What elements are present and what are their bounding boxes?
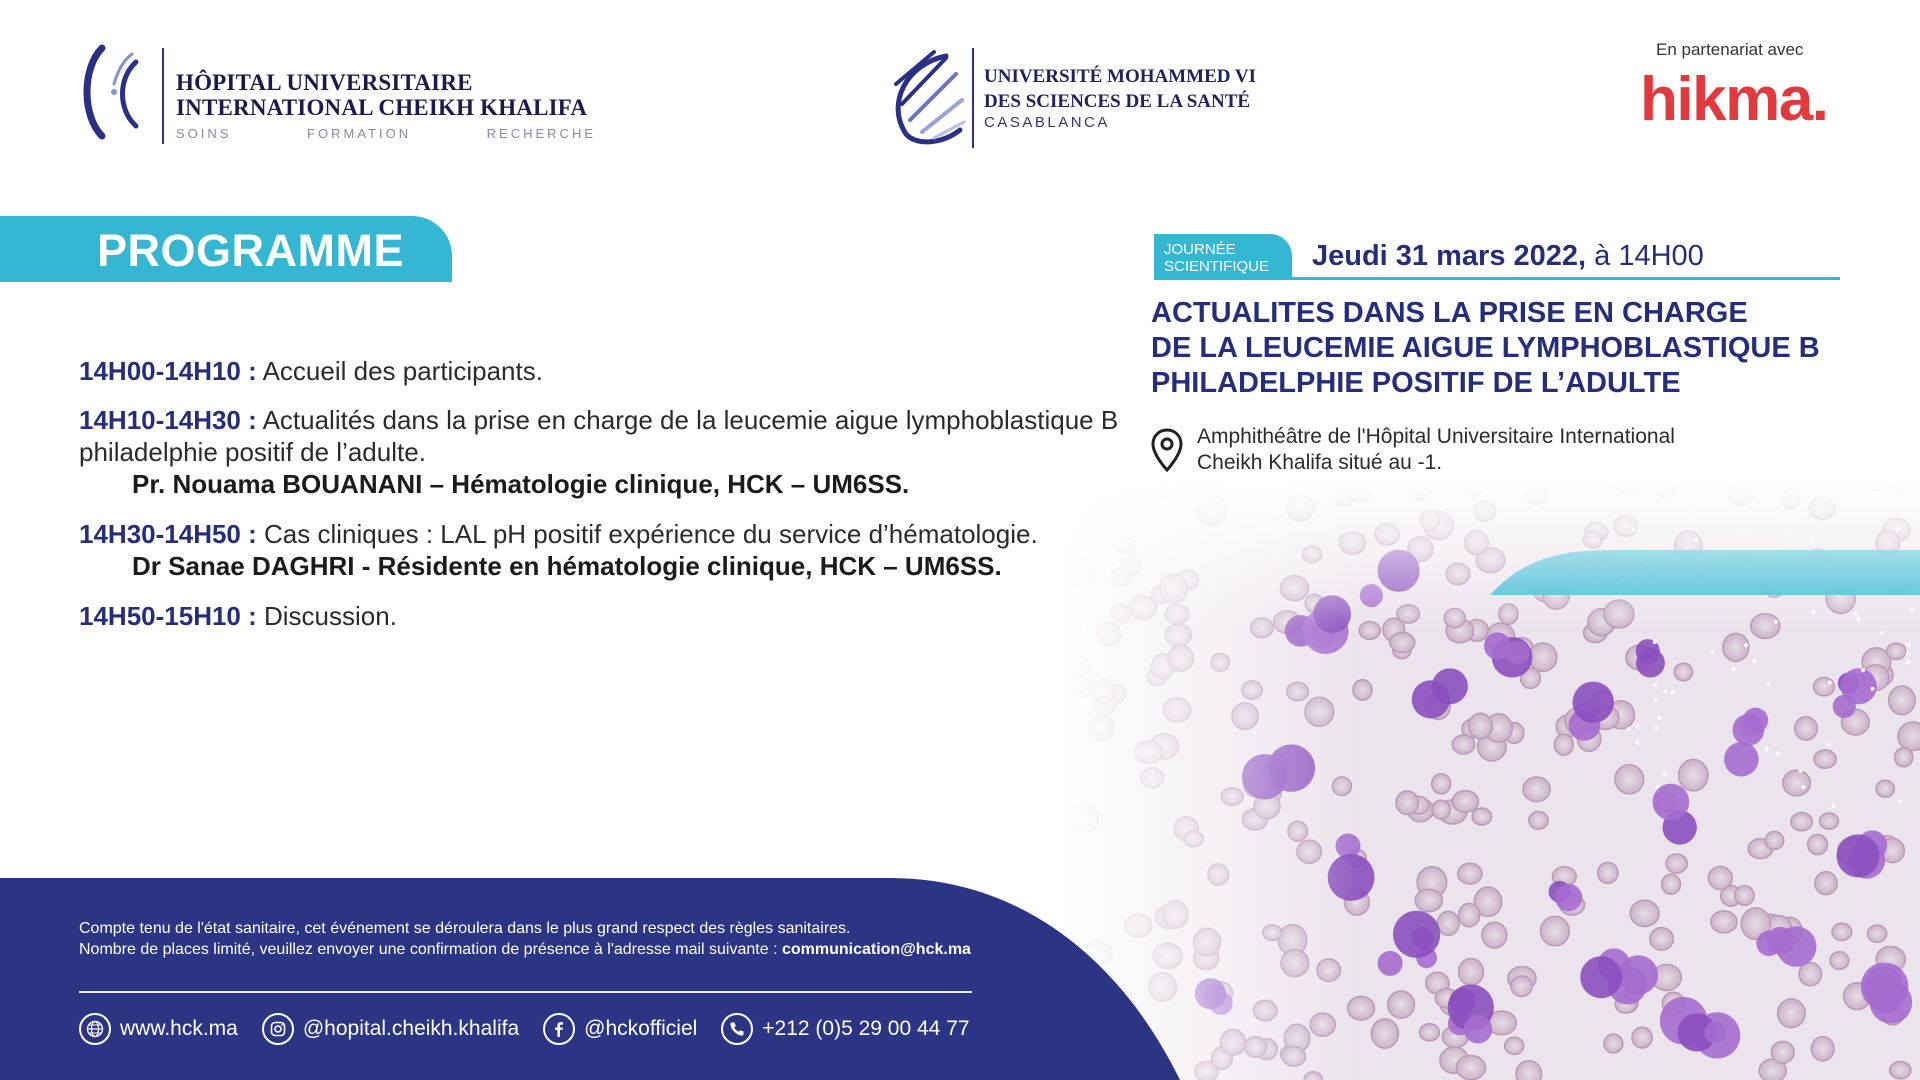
location-line1: Amphithéâtre de l'Hôpital Universitaire International [1197, 425, 1675, 448]
programme-item [79, 600, 1159, 632]
hck-name [176, 70, 587, 120]
tagline-formation: FORMATION [307, 126, 412, 141]
programme-item-time: 14H30-14H50 : [79, 519, 257, 549]
tagline-soins: SOINS [176, 126, 232, 141]
hck-divider [162, 48, 164, 144]
hikma-logo: hikma. [1640, 65, 1828, 134]
globe-icon [79, 1013, 111, 1045]
event-title-line: ACTUALITES DANS LA PRISE EN CHARGE [1151, 297, 1748, 329]
date-rule [1154, 277, 1840, 280]
website-text: www.hck.ma [120, 1017, 238, 1040]
contact-phone[interactable] [721, 1013, 969, 1045]
journee-badge [1154, 234, 1292, 278]
phone-icon [721, 1013, 753, 1045]
programme-item [79, 518, 1159, 583]
contact-instagram[interactable] [262, 1013, 519, 1045]
hck-name-line2: INTERNATIONAL CHEIKH KHALIFA [176, 95, 588, 120]
tagline-recherche: RECHERCHE [486, 126, 596, 141]
hck-name-line1: HÔPITAL UNIVERSITAIRE [176, 70, 473, 95]
programme-item [79, 355, 1159, 387]
hck-tagline [176, 126, 596, 141]
um6ss-city: CASABLANCA [984, 114, 1110, 131]
map-pin-icon [1151, 428, 1183, 472]
footer-divider [79, 991, 972, 993]
programme-list [79, 355, 1159, 649]
programme-item-speaker: Dr Sanae DAGHRI - Résidente en hématologie clinique, HCK – UM6SS. [132, 551, 1002, 581]
event-title-line: DE LA LEUCEMIE AIGUE LYMPHOBLASTIQUE B [1151, 332, 1820, 364]
um6ss-symbol-icon [876, 44, 966, 148]
programme-item-text: Discussion. [256, 601, 397, 631]
footer-email-link[interactable]: communication@hck.ma [781, 941, 971, 958]
hck-logo [74, 40, 594, 150]
footer-note-line1: Compte tenu de l'état sanitaire, cet événement se déroulera dans le plus grand respect des règles sanitaires. [79, 920, 851, 937]
facebook-text: @hckofficiel [584, 1017, 698, 1040]
location-text [1197, 424, 1675, 476]
programme-item-speaker: Pr. Nouama BOUANANI – Hématologie clinique, HCK – UM6SS. [132, 469, 910, 499]
location-line2: Cheikh Khalifa situé au -1. [1197, 451, 1443, 474]
programme-item-time: 14H10-14H30 : [79, 405, 257, 435]
phone-text: +212 (0)5 29 00 44 77 [762, 1017, 970, 1040]
event-title [1151, 296, 1911, 401]
microscopy-background [1060, 480, 1920, 1080]
footer-contacts [79, 1013, 994, 1045]
journee-text [1164, 241, 1269, 275]
um6ss-name-line1: UNIVERSITÉ MOHAMMED VI [984, 66, 1257, 87]
event-time: à 14H00 [1586, 240, 1704, 272]
facebook-icon [543, 1013, 575, 1045]
footer-note-line2 [79, 939, 971, 960]
hck-symbol-icon [74, 40, 156, 144]
um6ss-name-line2: DES SCIENCES DE LA SANTÉ [984, 91, 1251, 112]
footer-note-text: Nombre de places limité, veuillez envoyer une confirmation de présence à l'adresse mail suivante : [79, 941, 782, 958]
contact-facebook[interactable] [543, 1013, 697, 1045]
programme-item-time: 14H00-14H10 : [79, 356, 257, 386]
footer-band [0, 878, 1180, 1080]
contact-website[interactable] [79, 1013, 238, 1045]
partner-label: En partenariat avec [1656, 40, 1804, 59]
um6ss-divider [972, 48, 974, 148]
programme-tab [0, 216, 452, 282]
instagram-icon [262, 1013, 294, 1045]
programme-item [79, 404, 1159, 501]
programme-item-text: Actualités dans la prise en charge de la leucemie aigue lymphoblastique B philadelphie positif de l’adulte. [79, 405, 1119, 467]
event-date-day: Jeudi 31 mars 2022, [1312, 240, 1587, 272]
event-date [1312, 240, 1704, 273]
journee-line1: JOURNÉE [1164, 241, 1236, 258]
um6ss-name [984, 64, 1256, 114]
event-title-line: PHILADELPHIE POSITIF DE L’ADULTE [1151, 367, 1681, 399]
footer-note [79, 918, 971, 960]
programme-item-text: Cas cliniques : LAL pH positif expérience du service d’hématologie. [256, 519, 1038, 549]
programme-item-text: Accueil des participants. [256, 356, 543, 386]
um6ss-logo [876, 44, 1276, 154]
instagram-text: @hopital.cheikh.khalifa [302, 1017, 520, 1040]
programme-item-time: 14H50-15H10 : [79, 601, 257, 631]
programme-title: PROGRAMME [97, 225, 404, 276]
journee-line2: SCIENTIFIQUE [1164, 258, 1270, 275]
